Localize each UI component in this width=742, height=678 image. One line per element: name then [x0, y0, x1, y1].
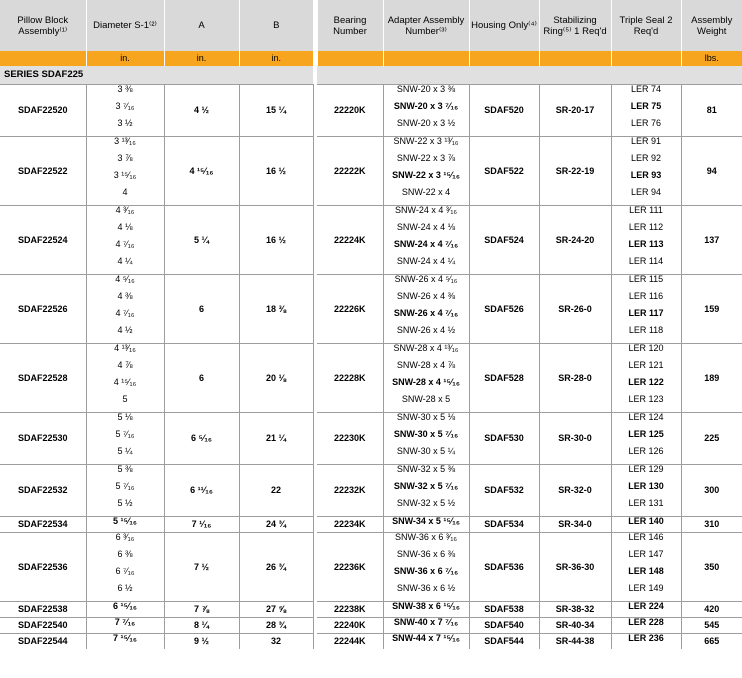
- diameter-cell-stack: [87, 137, 164, 205]
- adapter-cell-item: SNW-26 x 4 ⁵⁄₁₆: [394, 274, 458, 284]
- diameter-cell-item: 7 ⁷⁄₁₆: [114, 617, 136, 627]
- dim-b-cell: 21 ¼: [239, 413, 313, 465]
- adapter-cell-item: SNW-24 x 4 ¼: [396, 256, 456, 266]
- housing-cell: SDAF526: [469, 275, 539, 344]
- bearing-cell: 22232K: [317, 465, 383, 517]
- adapter-cell-item: SNW-22 x 3 ¹³⁄₁₆: [393, 136, 459, 146]
- seal-cell-stack: [612, 413, 681, 464]
- housing-cell: SDAF528: [469, 344, 539, 413]
- diameter-cell-item: 4 ¹⁵⁄₁₆: [113, 377, 137, 387]
- series-row: [0, 66, 742, 85]
- seal-cell-item: LER 126: [628, 446, 664, 456]
- housing-cell: SDAF524: [469, 206, 539, 275]
- diameter-cell-item: 4 ³⁄₁₆: [115, 205, 135, 215]
- diameter-cell-item: 4 ⁷⁄₁₆: [115, 239, 135, 249]
- table-row: [0, 85, 742, 137]
- adapter-cell-item: SNW-22 x 3 ⅞: [396, 153, 456, 163]
- dim-b-cell: 15 ¼: [239, 85, 313, 137]
- diameter-cell: [86, 517, 164, 533]
- diameter-cell-stack: [87, 533, 164, 601]
- series-band: [317, 66, 742, 85]
- weight-cell: 225: [681, 413, 742, 465]
- diameter-cell: [86, 533, 164, 602]
- diameter-cell-item: 4 ⅜: [117, 291, 133, 301]
- adapter-cell-stack: [384, 618, 469, 633]
- adapter-cell-item: SNW-36 x 6 ³⁄₁₆: [394, 532, 457, 542]
- seal-cell: [611, 602, 681, 618]
- dim-a-cell: 6 ⁵⁄₁₆: [164, 413, 239, 465]
- header-weight: Assembly Weight: [681, 0, 742, 51]
- unit-cell: [539, 51, 611, 66]
- ring-cell: SR-32-0: [539, 465, 611, 517]
- bearing-cell: 22224K: [317, 206, 383, 275]
- seal-cell-stack: [612, 533, 681, 601]
- units-row: [0, 51, 742, 66]
- header-diameter: Diameter S-1⁽²⁾: [86, 0, 164, 51]
- diameter-cell-stack: [87, 618, 164, 633]
- bearing-cell: 22226K: [317, 275, 383, 344]
- header-bearing-number: Bearing Number: [317, 0, 383, 51]
- unit-cell: [0, 51, 86, 66]
- adapter-cell-item: SNW-26 x 4 ⁷⁄₁₆: [393, 308, 459, 318]
- seal-cell-item: LER 131: [628, 498, 664, 508]
- adapter-cell: [383, 602, 469, 618]
- adapter-cell-item: SNW-24 x 4 ⁷⁄₁₆: [393, 239, 459, 249]
- diameter-cell-item: 5 ⁷⁄₁₆: [115, 429, 135, 439]
- diameter-cell-item: 6 ³⁄₁₆: [115, 532, 135, 542]
- diameter-cell-stack: [87, 413, 164, 464]
- adapter-cell-stack: [384, 634, 469, 649]
- seal-cell: [611, 85, 681, 137]
- weight-cell: 545: [681, 618, 742, 634]
- seal-cell: [611, 465, 681, 517]
- dim-b-cell: 32: [239, 634, 313, 650]
- seal-cell-stack: [612, 85, 681, 136]
- weight-cell: 94: [681, 137, 742, 206]
- seal-cell-item: LER 130: [628, 481, 664, 491]
- dim-b-cell: 16 ½: [239, 206, 313, 275]
- header-adapter: Adapter Assembly Number⁽³⁾: [383, 0, 469, 51]
- seal-cell: [611, 533, 681, 602]
- seal-cell-stack: [612, 206, 681, 274]
- diameter-cell: [86, 618, 164, 634]
- adapter-cell: [383, 275, 469, 344]
- seal-cell-stack: [612, 517, 681, 532]
- diameter-cell-item: 5 ⅜: [117, 464, 133, 474]
- diameter-cell-item: 5 ⅛: [117, 412, 133, 422]
- diameter-cell: [86, 275, 164, 344]
- seal-cell: [611, 517, 681, 533]
- adapter-cell-item: SNW-22 x 3 ¹⁵⁄₁₆: [392, 170, 460, 180]
- weight-cell: 350: [681, 533, 742, 602]
- diameter-cell-item: 5: [122, 394, 128, 404]
- seal-cell-item: LER 228: [628, 617, 664, 627]
- unit-cell: [469, 51, 539, 66]
- housing-cell: SDAF536: [469, 533, 539, 602]
- bearing-cell: 22228K: [317, 344, 383, 413]
- seal-cell-item: LER 74: [630, 84, 662, 94]
- dim-a-cell: 4 ¹⁵⁄₁₆: [164, 137, 239, 206]
- adapter-cell-item: SNW-20 x 3 ⁷⁄₁₆: [393, 101, 459, 111]
- diameter-cell: [86, 465, 164, 517]
- adapter-cell-item: SNW-24 x 4 ⅛: [396, 222, 456, 232]
- adapter-cell-item: SNW-44 x 7 ¹⁵⁄₁₆: [392, 633, 460, 643]
- header-pillow-block: Pillow Block Assembly⁽¹⁾: [0, 0, 86, 51]
- seal-cell-item: LER 114: [628, 256, 664, 266]
- diameter-cell-stack: [87, 206, 164, 274]
- dim-a-cell: 7 ¹⁄₁₆: [164, 517, 239, 533]
- seal-cell-item: LER 75: [630, 101, 662, 111]
- adapter-cell-stack: [384, 413, 469, 464]
- ring-cell: SR-26-0: [539, 275, 611, 344]
- adapter-cell-item: SNW-32 x 5 ⅜: [396, 464, 456, 474]
- table-row: [0, 465, 742, 517]
- housing-cell: SDAF544: [469, 634, 539, 650]
- series-label: SERIES SDAF225: [0, 66, 313, 85]
- assembly-cell: SDAF22528: [0, 344, 86, 413]
- adapter-cell-item: SNW-28 x 4 ⅞: [396, 360, 456, 370]
- diameter-cell-stack: [87, 344, 164, 412]
- diameter-cell-item: 4 ½: [117, 325, 133, 335]
- unit-cell: [611, 51, 681, 66]
- seal-cell-item: LER 129: [628, 464, 664, 474]
- diameter-cell-item: 4: [122, 187, 128, 197]
- seal-cell-stack: [612, 465, 681, 516]
- bearing-cell: 22238K: [317, 602, 383, 618]
- adapter-cell: [383, 618, 469, 634]
- seal-cell-item: LER 93: [630, 170, 662, 180]
- adapter-cell: [383, 517, 469, 533]
- seal-cell: [611, 137, 681, 206]
- header-housing: Housing Only⁽⁴⁾: [469, 0, 539, 51]
- unit-cell: lbs.: [681, 51, 742, 66]
- adapter-cell-stack: [384, 275, 469, 343]
- adapter-cell-stack: [384, 206, 469, 274]
- dim-a-cell: 9 ½: [164, 634, 239, 650]
- diameter-cell: [86, 137, 164, 206]
- table-body: [0, 85, 742, 650]
- assembly-cell: SDAF22522: [0, 137, 86, 206]
- bearing-cell: 22244K: [317, 634, 383, 650]
- assembly-cell: SDAF22524: [0, 206, 86, 275]
- seal-cell-item: LER 140: [628, 516, 664, 526]
- diameter-cell-item: 7 ¹⁵⁄₁₆: [112, 633, 138, 643]
- diameter-cell: [86, 206, 164, 275]
- dim-a-cell: 7 ½: [164, 533, 239, 602]
- diameter-cell: [86, 413, 164, 465]
- dim-b-cell: 22: [239, 465, 313, 517]
- unit-cell: in.: [239, 51, 313, 66]
- assembly-cell: SDAF22534: [0, 517, 86, 533]
- adapter-cell: [383, 465, 469, 517]
- bearing-cell: 22236K: [317, 533, 383, 602]
- diameter-cell-item: 4 ⅞: [117, 360, 133, 370]
- adapter-cell-item: SNW-26 x 4 ⅜: [396, 291, 456, 301]
- adapter-cell: [383, 413, 469, 465]
- diameter-cell-stack: [87, 517, 164, 532]
- seal-cell: [611, 618, 681, 634]
- bearing-cell: 22220K: [317, 85, 383, 137]
- dim-b-cell: 28 ¾: [239, 618, 313, 634]
- adapter-cell: [383, 137, 469, 206]
- adapter-cell-item: SNW-26 x 4 ½: [396, 325, 456, 335]
- seal-cell-item: LER 124: [628, 412, 664, 422]
- diameter-cell-item: 4 ¼: [117, 256, 133, 266]
- adapter-cell-item: SNW-30 x 5 ¼: [396, 446, 456, 456]
- seal-cell-item: LER 111: [629, 205, 663, 215]
- seal-cell-stack: [612, 137, 681, 205]
- dim-a-cell: 5 ¼: [164, 206, 239, 275]
- header-stabilizing-ring: Stabilizing Ring⁽⁵⁾ 1 Req'd: [539, 0, 611, 51]
- seal-cell: [611, 275, 681, 344]
- seal-cell-item: LER 146: [628, 532, 664, 542]
- adapter-cell-item: SNW-20 x 3 ⅜: [396, 84, 456, 94]
- diameter-cell-item: 4 ⁵⁄₁₆: [115, 274, 135, 284]
- housing-cell: SDAF522: [469, 137, 539, 206]
- dim-a-cell: 7 ⅞: [164, 602, 239, 618]
- seal-cell-item: LER 122: [628, 377, 664, 387]
- ring-cell: SR-38-32: [539, 602, 611, 618]
- adapter-cell-stack: [384, 85, 469, 136]
- table-row: [0, 137, 742, 206]
- diameter-cell-item: 3 ⁷⁄₁₆: [115, 101, 135, 111]
- ring-cell: SR-22-19: [539, 137, 611, 206]
- table-row: [0, 533, 742, 602]
- header-triple-seal: Triple Seal 2 Req'd: [611, 0, 681, 51]
- weight-cell: 137: [681, 206, 742, 275]
- seal-cell-item: LER 148: [628, 566, 664, 576]
- dim-b-cell: 16 ½: [239, 137, 313, 206]
- seal-cell-item: LER 236: [628, 633, 664, 643]
- adapter-cell-item: SNW-20 x 3 ½: [396, 118, 456, 128]
- ring-cell: SR-24-20: [539, 206, 611, 275]
- assembly-cell: SDAF22544: [0, 634, 86, 650]
- assembly-cell: SDAF22520: [0, 85, 86, 137]
- weight-cell: 310: [681, 517, 742, 533]
- seal-cell-item: LER 117: [628, 308, 664, 318]
- adapter-cell-item: SNW-36 x 6 ⁷⁄₁₆: [393, 566, 459, 576]
- dim-b-cell: 18 ⅜: [239, 275, 313, 344]
- ring-cell: SR-20-17: [539, 85, 611, 137]
- table-row: [0, 413, 742, 465]
- diameter-cell-stack: [87, 602, 164, 617]
- diameter-cell-item: 3 ½: [117, 118, 133, 128]
- seal-cell-stack: [612, 275, 681, 343]
- seal-cell-item: LER 121: [628, 360, 664, 370]
- housing-cell: SDAF538: [469, 602, 539, 618]
- seal-cell-item: LER 92: [630, 153, 662, 163]
- ring-cell: SR-28-0: [539, 344, 611, 413]
- diameter-cell: [86, 602, 164, 618]
- diameter-cell-item: 4 ⅛: [117, 222, 133, 232]
- table-row: [0, 344, 742, 413]
- diameter-cell-stack: [87, 465, 164, 516]
- adapter-cell-item: SNW-30 x 5 ⁷⁄₁₆: [393, 429, 459, 439]
- dim-b-cell: 27 ⅝: [239, 602, 313, 618]
- housing-cell: SDAF530: [469, 413, 539, 465]
- adapter-cell: [383, 206, 469, 275]
- weight-cell: 159: [681, 275, 742, 344]
- ring-cell: SR-34-0: [539, 517, 611, 533]
- unit-cell: in.: [86, 51, 164, 66]
- diameter-cell-item: 5 ¼: [117, 446, 133, 456]
- dim-a-cell: 6: [164, 275, 239, 344]
- header-row: [0, 0, 742, 51]
- dim-a-cell: 6: [164, 344, 239, 413]
- table-row: [0, 517, 742, 533]
- seal-cell-item: LER 91: [630, 136, 662, 146]
- table-row: [0, 206, 742, 275]
- seal-cell-item: LER 120: [628, 343, 664, 353]
- adapter-cell-item: SNW-30 x 5 ⅛: [396, 412, 456, 422]
- diameter-cell-item: 3 ¹³⁄₁₆: [114, 136, 136, 146]
- adapter-cell-stack: [384, 137, 469, 205]
- ring-cell: SR-40-34: [539, 618, 611, 634]
- adapter-cell: [383, 344, 469, 413]
- table-row: [0, 275, 742, 344]
- housing-cell: SDAF520: [469, 85, 539, 137]
- diameter-cell: [86, 344, 164, 413]
- adapter-cell-item: SNW-40 x 7 ⁷⁄₁₆: [393, 617, 459, 627]
- seal-cell-item: LER 112: [628, 222, 664, 232]
- unit-cell: in.: [164, 51, 239, 66]
- adapter-cell-item: SNW-28 x 5: [401, 394, 451, 404]
- seal-cell: [611, 634, 681, 650]
- seal-cell-stack: [612, 618, 681, 633]
- seal-cell-item: LER 224: [628, 601, 664, 611]
- weight-cell: 665: [681, 634, 742, 650]
- seal-cell-item: LER 116: [628, 291, 664, 301]
- seal-cell-item: LER 125: [628, 429, 664, 439]
- assembly-cell: SDAF22526: [0, 275, 86, 344]
- diameter-cell-item: 6 ½: [117, 583, 133, 593]
- adapter-cell-item: SNW-22 x 4: [401, 187, 451, 197]
- seal-cell-stack: [612, 602, 681, 617]
- seal-cell-item: LER 113: [628, 239, 664, 249]
- adapter-cell-item: SNW-36 x 6 ⅜: [396, 549, 456, 559]
- dim-b-cell: 20 ⅛: [239, 344, 313, 413]
- assembly-cell: SDAF22532: [0, 465, 86, 517]
- dim-b-cell: 24 ¾: [239, 517, 313, 533]
- seal-cell-item: LER 149: [628, 583, 664, 593]
- adapter-cell-stack: [384, 465, 469, 516]
- diameter-cell: [86, 634, 164, 650]
- dim-a-cell: 6 ¹¹⁄₁₆: [164, 465, 239, 517]
- unit-cell: [383, 51, 469, 66]
- table-row: [0, 618, 742, 634]
- diameter-cell-item: 3 ¹⁵⁄₁₆: [113, 170, 137, 180]
- adapter-cell-item: SNW-28 x 4 ¹³⁄₁₆: [393, 343, 459, 353]
- adapter-cell-stack: [384, 602, 469, 617]
- bearing-cell: 22240K: [317, 618, 383, 634]
- diameter-cell-item: 4 ¹³⁄₁₆: [114, 343, 136, 353]
- diameter-cell-item: 6 ¹⁵⁄₁₆: [112, 601, 138, 611]
- diameter-cell-item: 5 ¹⁵⁄₁₆: [112, 516, 138, 526]
- adapter-cell-item: SNW-34 x 5 ¹⁵⁄₁₆: [392, 516, 460, 526]
- diameter-cell-item: 4 ⁷⁄₁₆: [115, 308, 135, 318]
- dim-b-cell: 26 ¾: [239, 533, 313, 602]
- diameter-cell-item: 6 ⅜: [117, 549, 133, 559]
- adapter-cell: [383, 634, 469, 650]
- seal-cell-item: LER 147: [628, 549, 664, 559]
- diameter-cell-stack: [87, 634, 164, 649]
- housing-cell: SDAF534: [469, 517, 539, 533]
- ring-cell: SR-30-0: [539, 413, 611, 465]
- seal-cell: [611, 206, 681, 275]
- seal-cell-item: LER 118: [628, 325, 664, 335]
- weight-cell: 81: [681, 85, 742, 137]
- adapter-cell-item: SNW-24 x 4 ³⁄₁₆: [394, 205, 457, 215]
- housing-cell: SDAF540: [469, 618, 539, 634]
- table-row: [0, 602, 742, 618]
- table-row: [0, 634, 742, 650]
- diameter-cell-item: 3 ⅜: [117, 84, 133, 94]
- diameter-cell-stack: [87, 85, 164, 136]
- diameter-cell-item: 6 ⁷⁄₁₆: [115, 566, 135, 576]
- adapter-cell-stack: [384, 517, 469, 532]
- unit-cell: [317, 51, 383, 66]
- seal-cell-item: LER 115: [628, 274, 664, 284]
- assembly-cell: SDAF22538: [0, 602, 86, 618]
- diameter-cell: [86, 85, 164, 137]
- housing-cell: SDAF532: [469, 465, 539, 517]
- assembly-cell: SDAF22540: [0, 618, 86, 634]
- seal-cell-item: LER 123: [628, 394, 664, 404]
- seal-cell-item: LER 76: [630, 118, 662, 128]
- assembly-cell: SDAF22536: [0, 533, 86, 602]
- diameter-cell-item: 3 ⅞: [117, 153, 133, 163]
- seal-cell: [611, 413, 681, 465]
- ring-cell: SR-44-38: [539, 634, 611, 650]
- bearing-cell: 22222K: [317, 137, 383, 206]
- seal-cell-stack: [612, 634, 681, 649]
- adapter-cell-item: SNW-36 x 6 ½: [396, 583, 456, 593]
- diameter-cell-item: 5 ½: [117, 498, 133, 508]
- adapter-cell-stack: [384, 344, 469, 412]
- adapter-cell-item: SNW-38 x 6 ¹⁵⁄₁₆: [392, 601, 460, 611]
- ring-cell: SR-36-30: [539, 533, 611, 602]
- bearing-cell: 22234K: [317, 517, 383, 533]
- diameter-cell-item: 5 ⁷⁄₁₆: [115, 481, 135, 491]
- weight-cell: 420: [681, 602, 742, 618]
- adapter-cell: [383, 85, 469, 137]
- adapter-cell-stack: [384, 533, 469, 601]
- seal-cell: [611, 344, 681, 413]
- seal-cell-stack: [612, 344, 681, 412]
- bearing-cell: 22230K: [317, 413, 383, 465]
- adapter-cell-item: SNW-28 x 4 ¹⁵⁄₁₆: [392, 377, 460, 387]
- header-b: B: [239, 0, 313, 51]
- adapter-cell: [383, 533, 469, 602]
- weight-cell: 300: [681, 465, 742, 517]
- dim-a-cell: 4 ½: [164, 85, 239, 137]
- adapter-cell-item: SNW-32 x 5 ⁷⁄₁₆: [393, 481, 459, 491]
- seal-cell-item: LER 94: [630, 187, 662, 197]
- dim-a-cell: 8 ¼: [164, 618, 239, 634]
- adapter-cell-item: SNW-32 x 5 ½: [396, 498, 456, 508]
- header-a: A: [164, 0, 239, 51]
- weight-cell: 189: [681, 344, 742, 413]
- diameter-cell-stack: [87, 275, 164, 343]
- assembly-cell: SDAF22530: [0, 413, 86, 465]
